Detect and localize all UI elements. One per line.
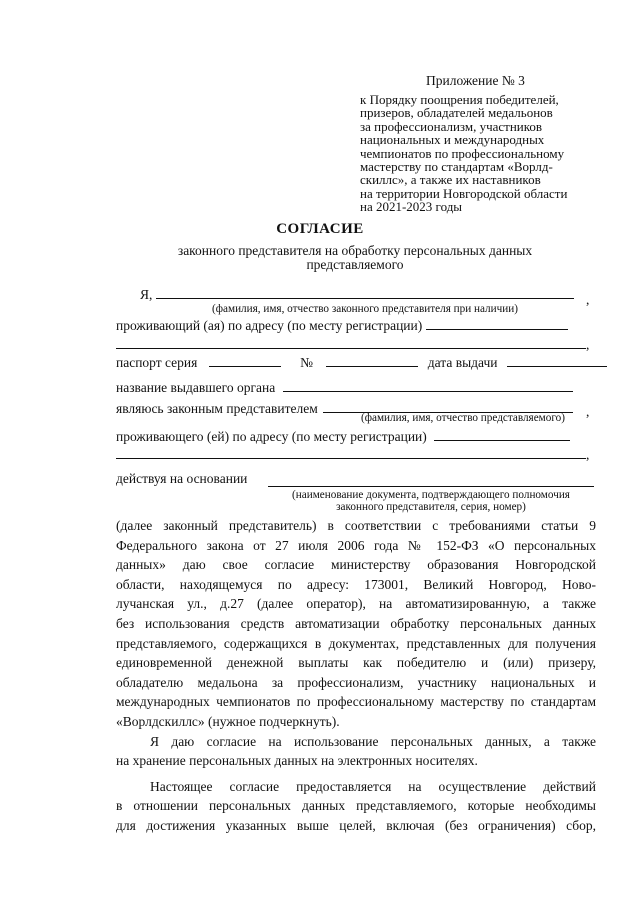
appendix-header (360, 73, 610, 214)
appendix-line: чемпионатов по профессиональному (360, 145, 565, 161)
text-line: для достижения указанных выше целей, включая (без ограничения) сбор, (116, 817, 596, 833)
appendix-line: к Порядку поощрения победителей, (360, 92, 559, 107)
appendix-line: призеров, обладателей медальонов (360, 105, 553, 121)
address-field[interactable] (426, 318, 568, 330)
text-line: Настоящее согласие предоставляется на осуществление действий (150, 778, 596, 794)
text-line: единовременной денежной выплаты как победителю и (или) призеру, (116, 655, 596, 671)
appendix-line: за профессионализм, участников (360, 118, 543, 134)
comma: , (586, 337, 590, 352)
paragraph-2 (116, 732, 596, 771)
comma: , (586, 447, 590, 462)
document-title: СОГЛАСИЕ (276, 221, 364, 237)
issuer-field[interactable] (283, 380, 573, 392)
basis-row (116, 471, 596, 487)
appendix-title: Приложение № 3 (426, 73, 525, 88)
representative-name-hint: (фамилия, имя, отчество законного представителя при наличии) (212, 303, 518, 315)
representative-name-field[interactable] (156, 287, 574, 299)
paragraph-3 (116, 777, 596, 836)
text-line: на хранение персональных данных на электронных носителях. (116, 753, 478, 769)
issue-date-label: дата выдачи (427, 355, 498, 370)
basis-hint (268, 489, 594, 513)
basis-label: действуя на основании (116, 471, 248, 486)
appendix-line: на территории Новгородской области (360, 185, 568, 201)
basis-hint-line: законного представителя, серия, номер) (336, 501, 526, 513)
number-label: № (300, 355, 314, 370)
passport-label: паспорт серия (116, 355, 198, 370)
text-line: Федерального закона от 27 июля 2006 года № 152-ФЗ «О персональных (116, 537, 596, 553)
text-line: области, находящемуся по адресу: 173001, Великий Новгород, Ново- (116, 576, 596, 592)
basis-hint-line: (наименование документа, подтверждающего полномочия (292, 489, 570, 501)
text-line: в отношении персональных данных представляемого, которые необходимы (116, 798, 596, 814)
comma: , (586, 292, 590, 307)
representative-name-row (140, 287, 600, 303)
represented-address-field-continued[interactable] (116, 458, 586, 459)
represented-address-field[interactable] (434, 429, 570, 441)
represented-address-row (116, 429, 596, 445)
appendix-line: скиллс», а также их наставников (360, 172, 541, 188)
appendix-line: национальных и международных (360, 132, 545, 148)
issuer-row (116, 380, 596, 396)
document-subtitle (150, 244, 560, 271)
appendix-line: на 2021-2023 годы (360, 199, 463, 215)
text-line: Я даю согласие на использование персональных данных, а также (150, 733, 596, 749)
subtitle-line: представляемого (306, 256, 404, 272)
subtitle-line: законного представителя на обработку персональных данных (177, 243, 533, 258)
text-line: без использования средств автоматизации обработку персональных данных (116, 615, 596, 631)
appendix-text (360, 93, 610, 214)
text-line: данных» даю свое согласие министерству образования Новгородской (116, 557, 596, 573)
address-field-continued[interactable] (116, 348, 586, 349)
text-line: «Ворлдскиллс» (нужное подчеркнуть). (116, 713, 340, 729)
passport-series-field[interactable] (209, 355, 281, 367)
basis-field[interactable] (268, 486, 594, 487)
consent-body (116, 516, 596, 836)
address-row (116, 318, 596, 334)
represented-name-hint: (фамилия, имя, отчество представляемого) (361, 412, 565, 424)
address-label: проживающий (ая) по адресу (по месту регистрации) (116, 318, 423, 333)
rep-address-label: проживающего (ей) по адресу (по месту регистрации) (116, 429, 427, 444)
issue-date-field[interactable] (507, 355, 607, 367)
text-line: лучанская ул., д.27 (далее оператор), на автоматизированную, а также (116, 596, 596, 612)
paragraph-1 (116, 516, 596, 732)
text-line: (далее законный представитель) в соответствии с требованиями статьи 9 (116, 518, 596, 533)
issuer-label: название выдавшего органа (116, 380, 276, 395)
passport-number-field[interactable] (326, 355, 418, 367)
text-line: представляемого, содержащихся в документах, представленных для получения (116, 635, 596, 651)
text-line: обладателю медальона за профессионализм, участнику национальных и (116, 674, 596, 690)
representative-label: являюсь законным представителем (116, 401, 318, 416)
i-label: Я, (140, 287, 153, 302)
text-line: международных чемпионатов по профессиональному мастерству по стандартам (116, 694, 596, 710)
comma: , (586, 404, 590, 419)
passport-row (116, 355, 596, 371)
appendix-line: мастерству по стандартам «Ворлд- (360, 159, 553, 175)
